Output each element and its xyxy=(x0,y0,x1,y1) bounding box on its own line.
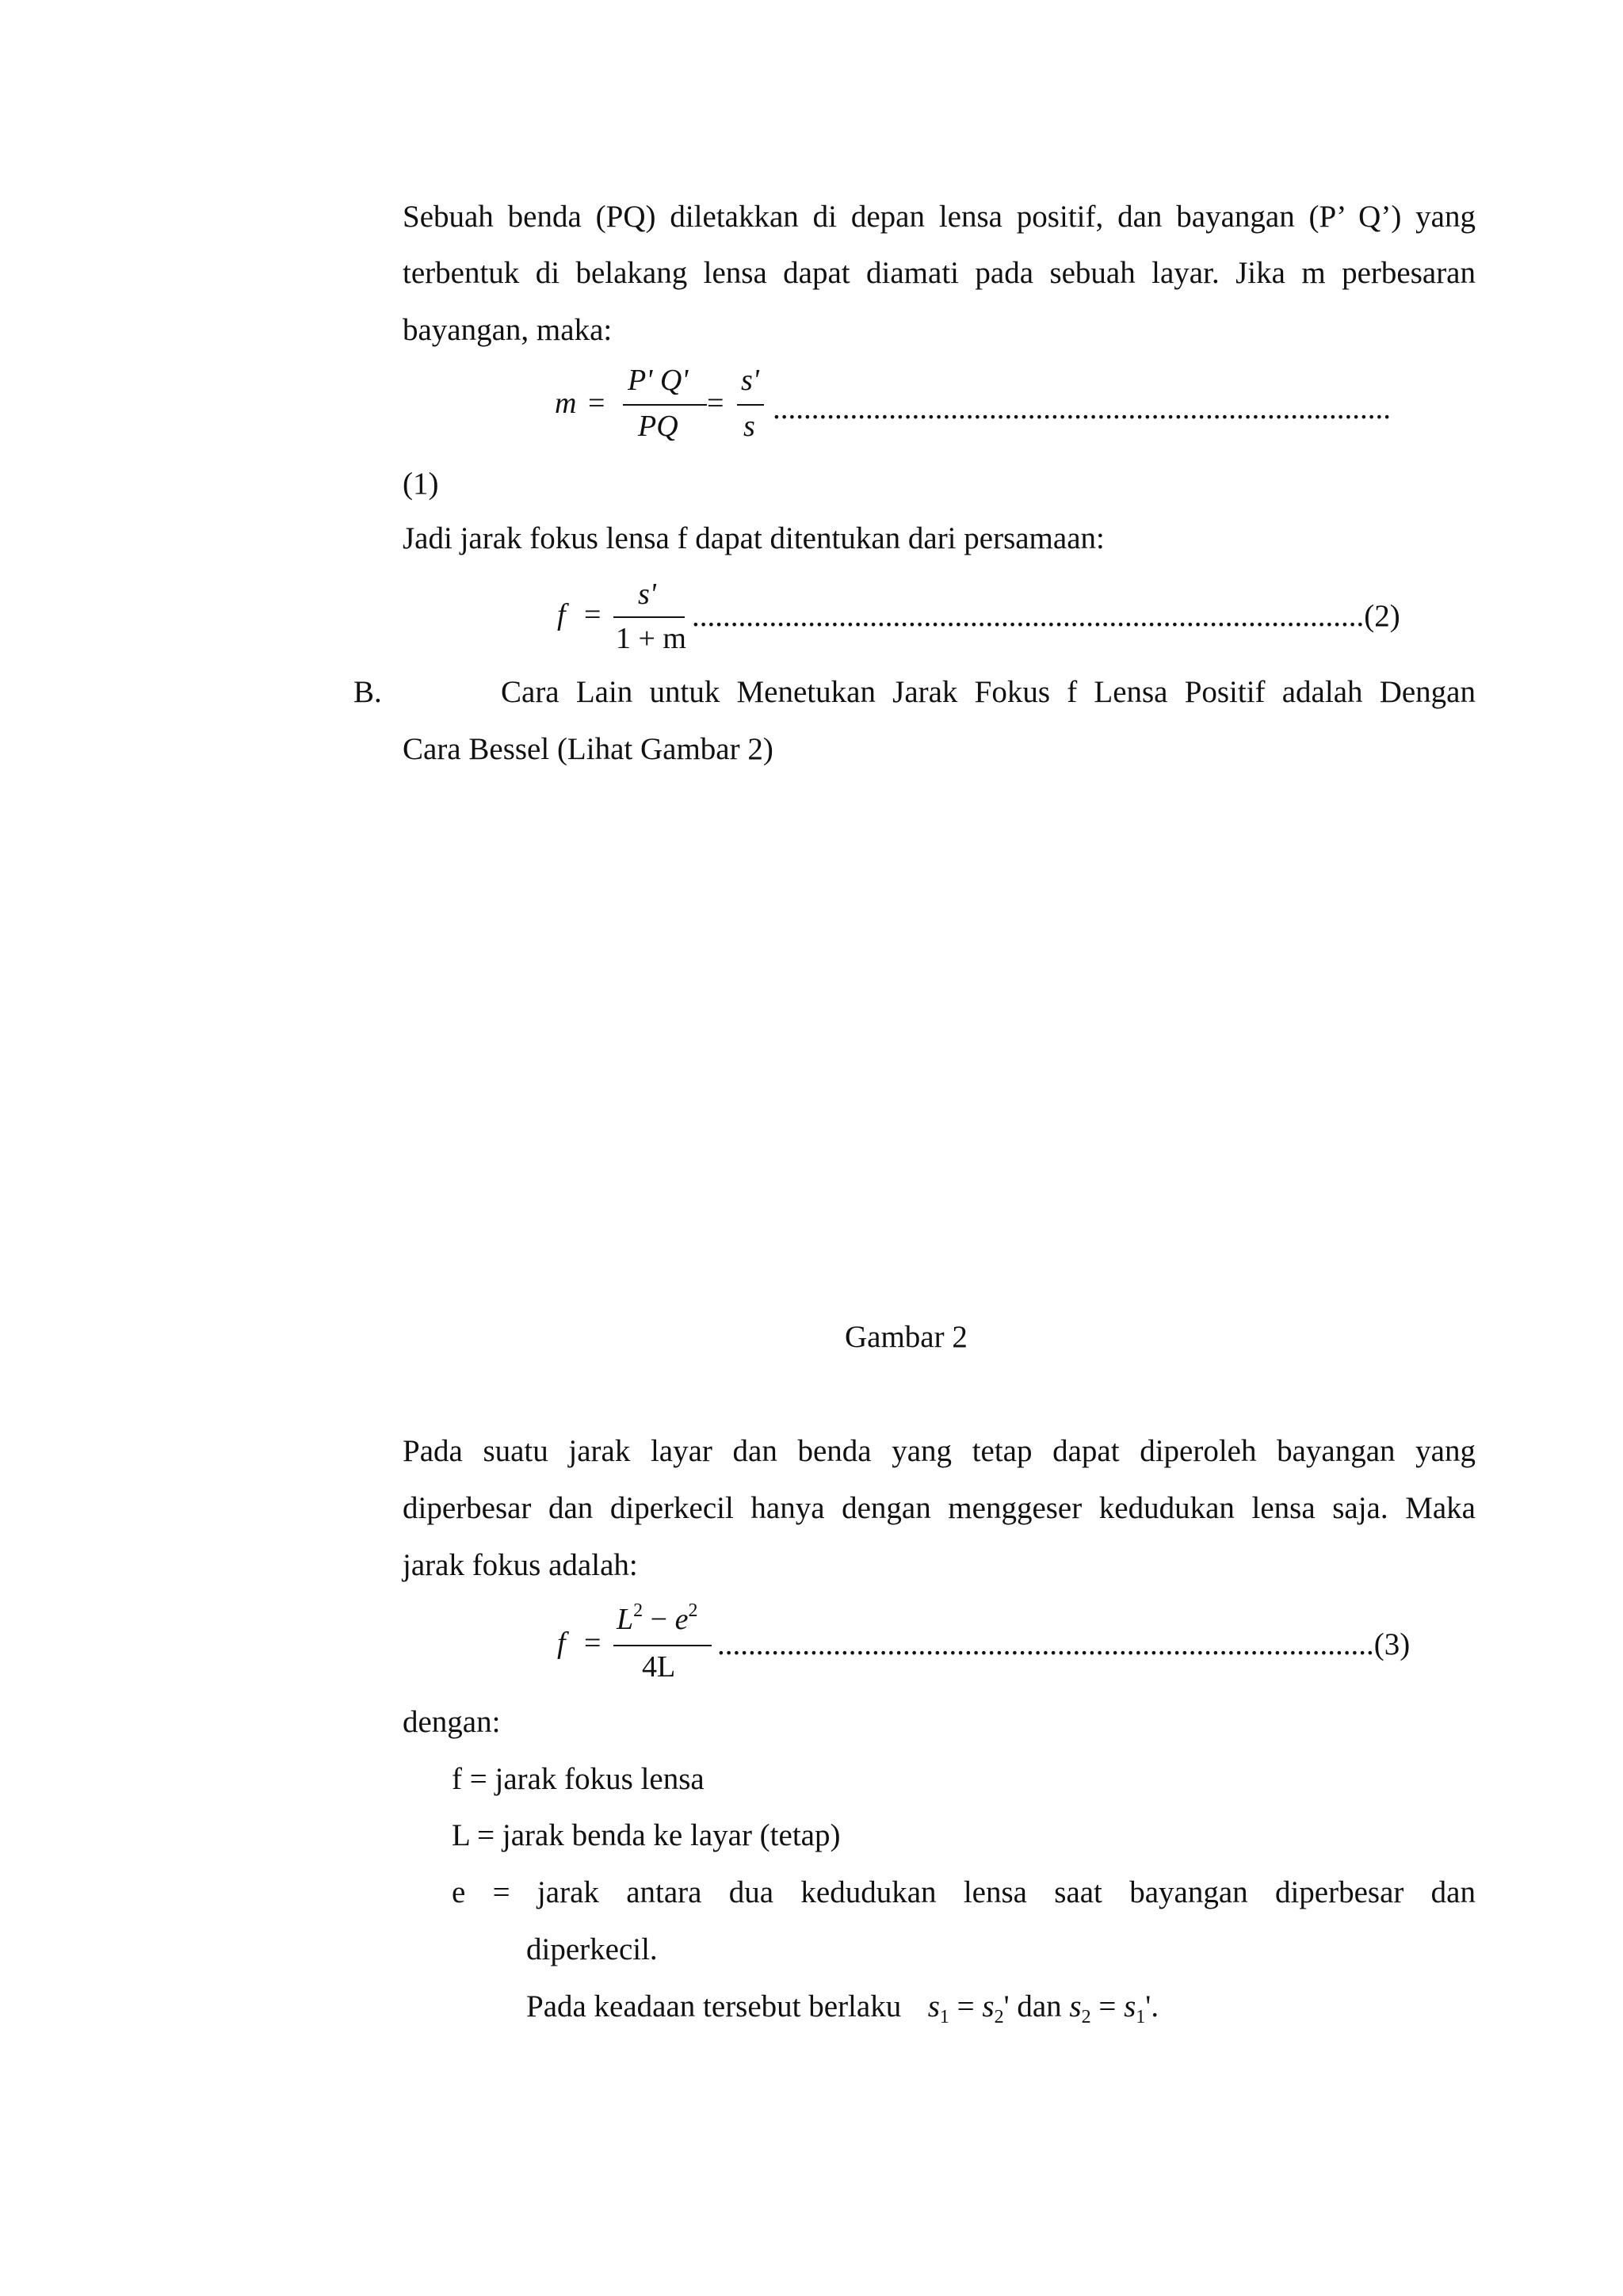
eq3-equals: = xyxy=(584,1627,601,1660)
para2-line-3: jarak fokus adalah: xyxy=(403,1548,638,1582)
eq3-num-e: e xyxy=(674,1603,689,1636)
section-b-line-2: Cara Bessel (Lihat Gambar 2) xyxy=(403,732,773,766)
eq2-lhs: f xyxy=(557,598,566,631)
eq3-den-text: 4L xyxy=(642,1650,676,1684)
para2-line-1: Pada suatu jarak layar dan benda yang tetap dapat diperoleh bayangan yang xyxy=(403,1434,1476,1468)
berlaku-prefix: Pada keadaan tersebut berlaku xyxy=(526,1989,902,2023)
berlaku-line xyxy=(526,1988,1159,2030)
rel1-sub2: 2 xyxy=(994,2007,1004,2027)
eq2-numerator: s' xyxy=(638,578,656,611)
eq3-num-minus: − xyxy=(650,1603,668,1636)
eq1-equals: = xyxy=(588,387,605,420)
rel2-eq: = xyxy=(1098,1989,1117,2023)
rel2-sub: 2 xyxy=(1081,2007,1091,2027)
intro-line-1: Sebuah benda (PQ) diletakkan di depan lensa positif, dan bayangan (P’ Q’) yang xyxy=(403,200,1476,234)
definition-L: L = jarak benda ke layar (tetap) xyxy=(452,1818,841,1852)
figure-caption: Gambar 2 xyxy=(845,1320,968,1354)
eq1-leader-dots: ................................................................................ xyxy=(773,391,1391,425)
eq1-numerator-2: s' xyxy=(741,364,759,397)
intro-line-3: bayangan, maka: xyxy=(403,313,613,347)
eq1-fraction-bar xyxy=(623,404,707,406)
eq1-denominator-2: s xyxy=(743,410,755,443)
para2-line-2: diperbesar dan diperkecil hanya dengan menggeser kedudukan lensa saja. Maka xyxy=(403,1491,1476,1525)
eq2-leader-dots: .......................................................................................(2) xyxy=(692,599,1400,633)
eq1-fraction-bar-2 xyxy=(737,404,764,406)
section-b-line-1: Cara Lain untuk Menetukan Jarak Fokus f Lensa Positif adalah Dengan xyxy=(501,675,1476,709)
eq3-leader-dots: .....................................................................................(3) xyxy=(717,1627,1411,1661)
eq1-numerator: P' Q' xyxy=(628,364,689,397)
eq3-num-L: L xyxy=(617,1603,634,1636)
eq3-num-sup-1: 2 xyxy=(633,1600,643,1621)
eq3-lhs: f xyxy=(557,1627,566,1660)
rel1-eq: = xyxy=(957,1989,975,2023)
rel2-prime: '. xyxy=(1145,1989,1159,2023)
rel2-s: s xyxy=(1069,1989,1082,2023)
rel1-prime: ' xyxy=(1003,1989,1010,2023)
jadi-line: Jadi jarak fokus lensa f dapat ditentukan dari persamaan: xyxy=(403,521,1105,555)
eq3-numerator xyxy=(617,1602,697,1637)
rel1-s2: s xyxy=(982,1989,995,2023)
rel2-s2: s xyxy=(1124,1989,1136,2023)
eq3-fraction-bar xyxy=(613,1645,712,1646)
rel1-sub: 1 xyxy=(939,2007,949,2027)
intro-line-2: terbentuk di belakang lensa dapat diamati pada sebuah layar. Jika m perbesaran xyxy=(403,256,1476,290)
rel1-s: s xyxy=(927,1989,940,2023)
eq2-fraction-bar xyxy=(613,616,685,618)
eq1-lhs: m xyxy=(555,387,577,420)
eq2-equals: = xyxy=(584,598,601,631)
definition-e-line-1: e = jarak antara dua kedudukan lensa saat bayangan diperbesar dan xyxy=(452,1875,1476,1909)
definition-f: f = jarak fokus lensa xyxy=(452,1762,705,1796)
eq3-denominator xyxy=(642,1650,675,1684)
dengan-label: dengan: xyxy=(403,1705,501,1739)
eq1-number: (1) xyxy=(403,467,439,501)
eq1-equals-2: = xyxy=(707,387,724,420)
eq3-num-sup-2: 2 xyxy=(688,1600,698,1621)
eq1-denominator: PQ xyxy=(638,410,678,443)
dan-word: dan xyxy=(1017,1989,1062,2023)
section-b-label: B. xyxy=(353,675,382,709)
definition-e-line-2: diperkecil. xyxy=(526,1932,658,1966)
rel2-sub2: 1 xyxy=(1136,2007,1146,2027)
eq2-denominator: 1 + m xyxy=(616,622,686,655)
